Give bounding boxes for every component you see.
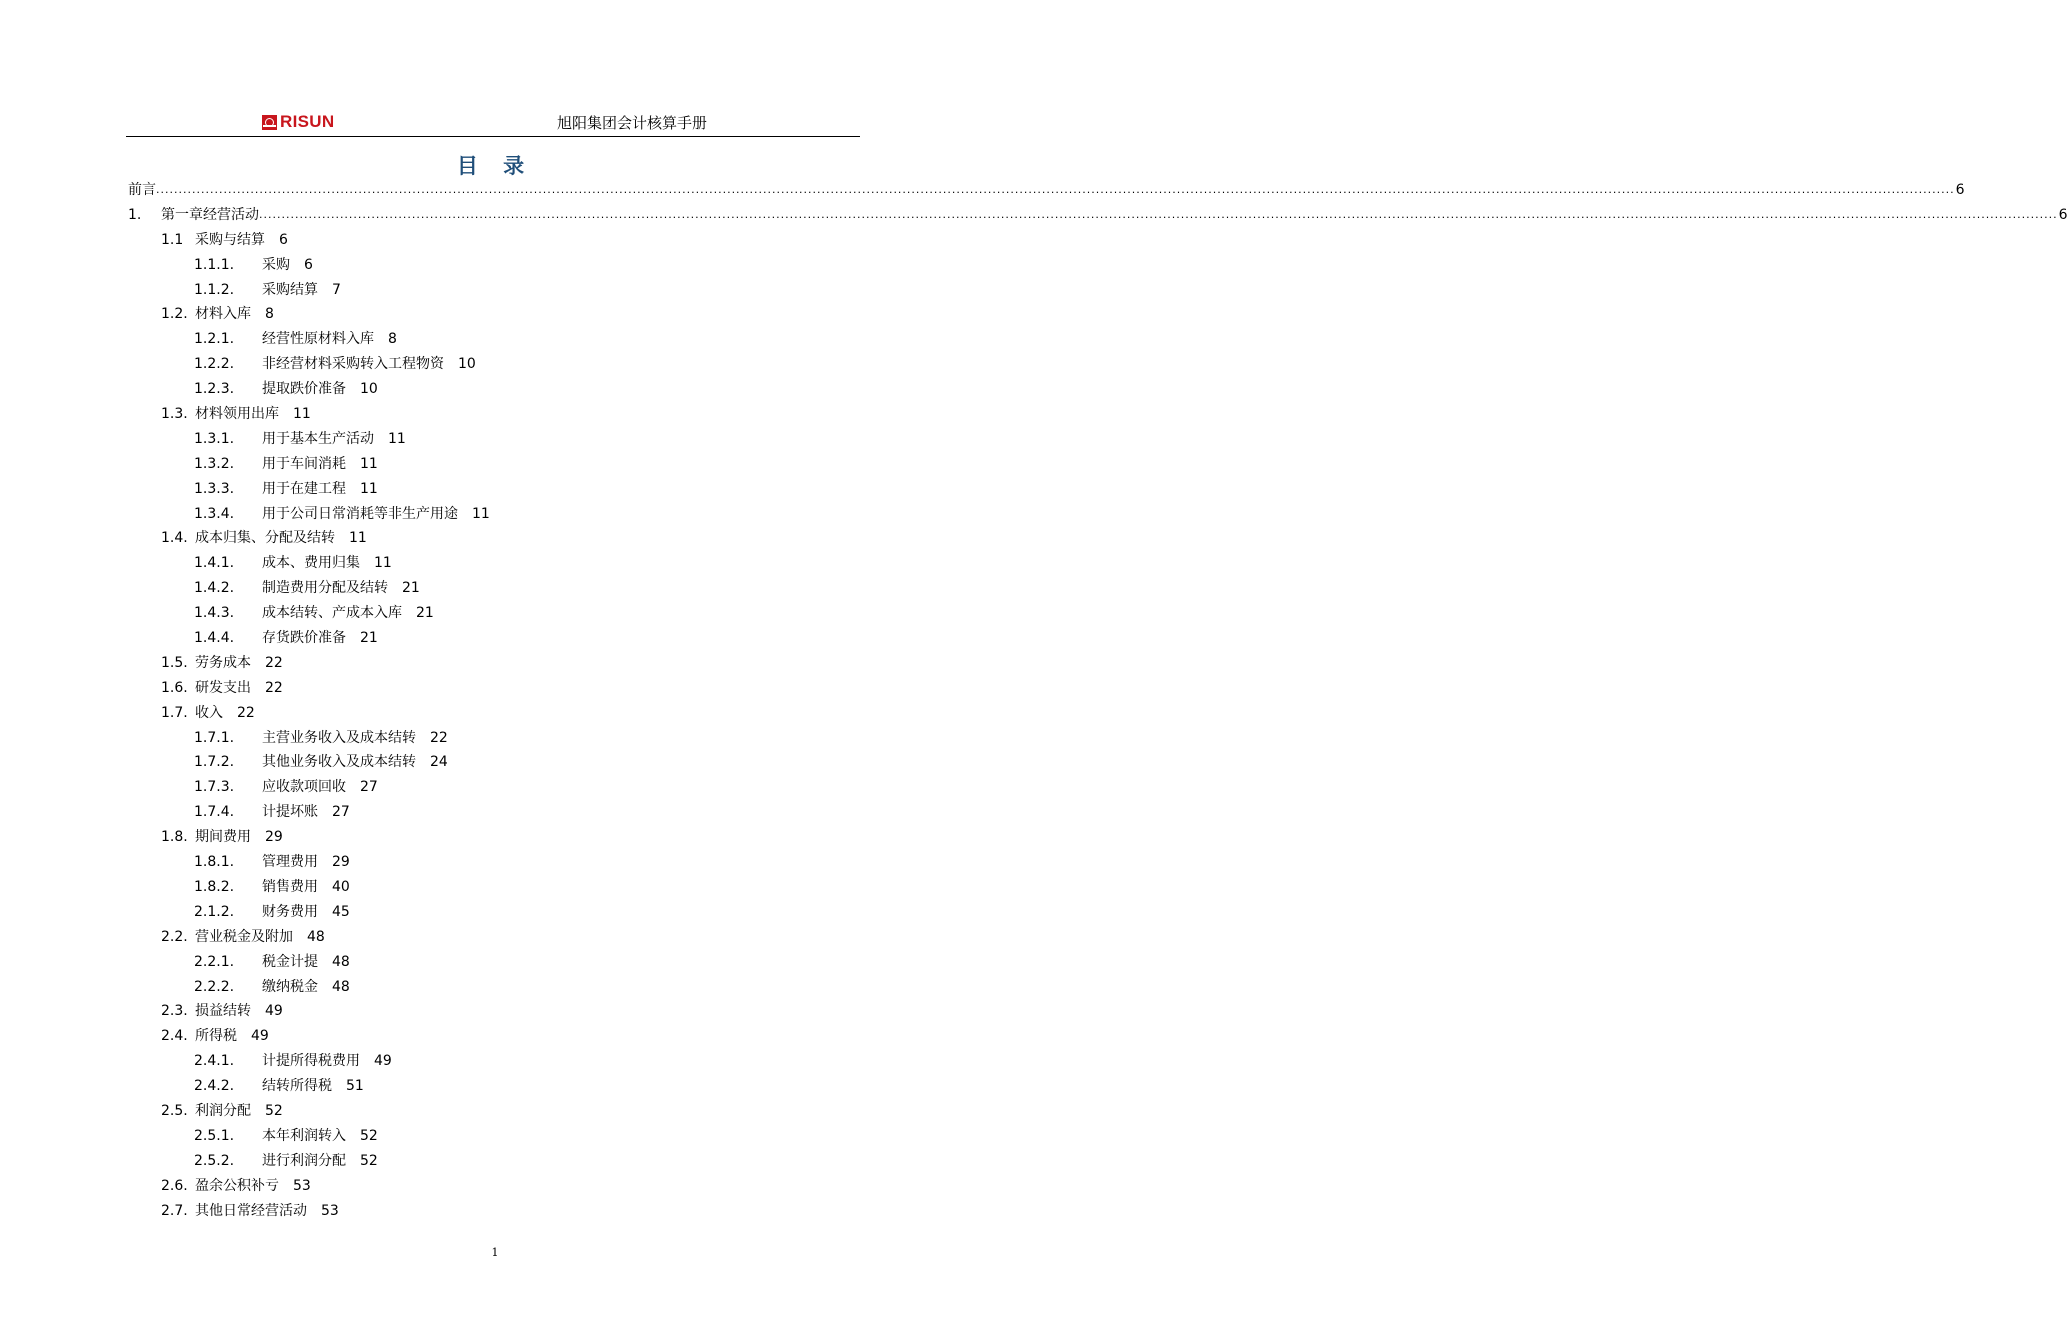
toc-entry-number: 1.2.2. xyxy=(194,356,235,373)
toc-entry-page: 6 xyxy=(304,256,313,273)
toc-entry-number: 1.3.4. xyxy=(194,505,235,522)
toc-entry-label-group xyxy=(128,178,156,203)
toc-entry-page: 48 xyxy=(332,953,350,970)
toc-entry-page: 22 xyxy=(430,729,448,746)
toc-entry[interactable] xyxy=(128,402,858,427)
toc-entry-number: 1.1.1. xyxy=(194,256,235,273)
toc-entry-number: 1.4.1. xyxy=(194,555,235,572)
toc-entry-page: 48 xyxy=(307,928,325,945)
toc-entry[interactable] xyxy=(128,526,858,551)
toc-entry-label: 管理费用 xyxy=(262,854,318,871)
toc-entry-label: 劳务成本 xyxy=(195,654,251,671)
page-header xyxy=(126,108,860,137)
toc-entry-label: 用于公司日常消耗等非生产用途 xyxy=(262,505,458,522)
toc-entry[interactable] xyxy=(128,975,858,1000)
toc-entry-page: 11 xyxy=(360,480,378,497)
toc-entry-number: 1.4.2. xyxy=(194,580,235,597)
toc-entry-number: 2.5.2. xyxy=(194,1152,235,1169)
toc-entry-label: 采购与结算 xyxy=(195,231,265,248)
toc-entry[interactable] xyxy=(128,452,858,477)
toc-entry-page: 27 xyxy=(360,779,378,796)
toc-entry-label: 本年利润转入 xyxy=(262,1127,346,1144)
toc-entry-label: 应收款项回收 xyxy=(262,779,346,796)
toc-entry-number: 1.7.2. xyxy=(194,754,235,771)
toc-entry[interactable] xyxy=(128,203,2068,228)
toc-entry-number: 1.8.2. xyxy=(194,878,235,895)
toc-entry-label: 所得税 xyxy=(195,1028,237,1045)
toc-entry[interactable] xyxy=(128,726,858,751)
toc-entry-page: 45 xyxy=(332,903,350,920)
toc-entry-number: 1.7.3. xyxy=(194,779,235,796)
toc-entry-number: 1.3.1. xyxy=(194,430,235,447)
toc-entry-page: 11 xyxy=(349,530,367,547)
toc-entry-number: 2.7. xyxy=(161,1202,188,1219)
toc-entry-number: 1.7.1. xyxy=(194,729,235,746)
toc-entry-number: 1.8. xyxy=(161,829,188,846)
toc-entry-page: 6 xyxy=(2058,206,2068,223)
toc-entry-number: 1.8.1. xyxy=(194,854,235,871)
toc-entry-page: 10 xyxy=(458,356,476,373)
toc-entry[interactable] xyxy=(128,477,858,502)
toc-leader-dots: ................................................................................................................................................................................................................................................................................................................................................................................................................ xyxy=(259,207,2058,221)
toc-entry-page: 51 xyxy=(346,1078,364,1095)
toc-entry[interactable] xyxy=(128,1074,858,1099)
toc-entry-label: 经营性原材料入库 xyxy=(262,331,374,348)
toc-entry-page: 49 xyxy=(374,1053,392,1070)
toc-entry-number: 1.5. xyxy=(161,654,188,671)
header-title: 旭阳集团会计核算手册 xyxy=(557,114,708,132)
toc-entry-number: 1.1.2. xyxy=(194,281,235,298)
toc-entry-label: 成本结转、产成本入库 xyxy=(262,605,402,622)
toc-entry-number: 2.2.2. xyxy=(194,978,235,995)
toc-entry-label: 财务费用 xyxy=(262,903,318,920)
toc-entry-page: 53 xyxy=(321,1202,339,1219)
toc-entry[interactable] xyxy=(128,352,858,377)
table-of-contents xyxy=(128,178,2068,1223)
toc-entry-page: 11 xyxy=(388,430,406,447)
toc-entry-page: 49 xyxy=(251,1028,269,1045)
toc-entry-label: 第一章经营活动 xyxy=(161,206,259,223)
logo-text: RISUN xyxy=(280,112,335,131)
toc-entry-page: 22 xyxy=(265,679,283,696)
toc-entry[interactable] xyxy=(128,900,858,925)
toc-entry-number: 1.2.1. xyxy=(194,331,235,348)
page-number: 1 xyxy=(491,1246,499,1259)
toc-entry-number: 1.2. xyxy=(161,306,188,323)
toc-entry-page: 11 xyxy=(472,505,490,522)
toc-entry[interactable] xyxy=(128,925,858,950)
toc-entry-number: 1.7. xyxy=(161,704,188,721)
toc-entry-number: 1.2.3. xyxy=(194,381,235,398)
toc-entry[interactable] xyxy=(128,850,858,875)
toc-title: 目 录 xyxy=(456,154,534,178)
toc-entry-page: 52 xyxy=(265,1102,283,1119)
toc-entry-number: 2.3. xyxy=(161,1003,188,1020)
toc-entry-label: 盈余公积补亏 xyxy=(195,1177,279,1194)
toc-entry-label: 采购 xyxy=(262,256,290,273)
risun-logo-icon xyxy=(262,115,277,130)
toc-entry-label: 材料入库 xyxy=(195,306,251,323)
toc-entry-page: 29 xyxy=(332,854,350,871)
toc-entry-label: 前言 xyxy=(128,182,156,198)
toc-entry-label: 存货跌价准备 xyxy=(262,630,346,647)
toc-entry[interactable] xyxy=(128,1199,858,1224)
toc-entry-label: 用于在建工程 xyxy=(262,480,346,497)
toc-entry-page: 40 xyxy=(332,878,350,895)
toc-entry[interactable] xyxy=(128,502,858,527)
toc-entry-number: 2.6. xyxy=(161,1177,188,1194)
toc-entry-page: 7 xyxy=(332,281,341,298)
toc-entry-page: 21 xyxy=(360,630,378,647)
toc-entry-page: 49 xyxy=(265,1003,283,1020)
toc-entry-page: 10 xyxy=(360,381,378,398)
toc-entry-number: 2.1.2. xyxy=(194,903,235,920)
toc-entry[interactable] xyxy=(128,775,858,800)
toc-entry-number: 1.6. xyxy=(161,679,188,696)
toc-entry-label: 营业税金及附加 xyxy=(195,928,293,945)
toc-entry[interactable] xyxy=(128,950,858,975)
toc-entry-page: 8 xyxy=(265,306,274,323)
toc-entry-number: 1.4. xyxy=(161,530,188,547)
toc-entry-label: 采购结算 xyxy=(262,281,318,298)
toc-entry-page: 6 xyxy=(1955,182,1965,198)
toc-entry[interactable] xyxy=(128,1149,858,1174)
toc-entry[interactable] xyxy=(128,651,858,676)
toc-entry[interactable] xyxy=(128,676,858,701)
toc-entry-page: 11 xyxy=(293,406,311,423)
toc-entry-label: 税金计提 xyxy=(262,953,318,970)
toc-entry-number: 1. xyxy=(128,206,142,223)
toc-entry-number: 1.3. xyxy=(161,406,188,423)
toc-entry-page: 21 xyxy=(416,605,434,622)
toc-entry-number: 2.4. xyxy=(161,1028,188,1045)
toc-entry-number: 2.2.1. xyxy=(194,953,235,970)
risun-logo xyxy=(262,112,334,132)
toc-entry-label: 用于基本生产活动 xyxy=(262,430,374,447)
toc-entry-label: 研发支出 xyxy=(195,679,251,696)
toc-entry[interactable] xyxy=(128,1099,858,1124)
toc-entry-number: 1.3.2. xyxy=(194,455,235,472)
toc-entry[interactable] xyxy=(128,377,858,402)
toc-entry-page: 53 xyxy=(293,1177,311,1194)
toc-entry-label: 计提坏账 xyxy=(262,804,318,821)
toc-entry-label: 利润分配 xyxy=(195,1102,251,1119)
toc-entry-page: 11 xyxy=(360,455,378,472)
toc-entry[interactable] xyxy=(128,427,858,452)
toc-entry-page: 11 xyxy=(374,555,392,572)
toc-entry-label: 结转所得税 xyxy=(262,1078,332,1095)
toc-entry-label: 进行利润分配 xyxy=(262,1152,346,1169)
toc-entry-label: 其他业务收入及成本结转 xyxy=(262,754,416,771)
toc-entry[interactable] xyxy=(128,601,858,626)
toc-entry-label: 成本、费用归集 xyxy=(262,555,360,572)
toc-entry[interactable] xyxy=(128,576,858,601)
toc-entry-label: 材料领用出库 xyxy=(195,406,279,423)
toc-entry-number: 1.4.3. xyxy=(194,605,235,622)
toc-entry-page: 52 xyxy=(360,1152,378,1169)
toc-entry-label: 用于车间消耗 xyxy=(262,455,346,472)
toc-entry-page: 21 xyxy=(402,580,420,597)
toc-leader-dots: ................................................................................................................................................................................................................................................................................................................................................................................................................ xyxy=(156,183,1955,196)
toc-entry[interactable] xyxy=(128,825,858,850)
toc-entry-label: 收入 xyxy=(195,704,223,721)
toc-entry-label: 损益结转 xyxy=(195,1003,251,1020)
toc-entry[interactable] xyxy=(128,1024,858,1049)
toc-entry-page: 27 xyxy=(332,804,350,821)
toc-entry-number: 2.5. xyxy=(161,1102,188,1119)
toc-entry-number: 2.4.1. xyxy=(194,1053,235,1070)
toc-entry[interactable] xyxy=(128,327,858,352)
toc-entry-number: 1.4.4. xyxy=(194,630,235,647)
toc-entry-page: 24 xyxy=(430,754,448,771)
toc-entry-number: 2.5.1. xyxy=(194,1127,235,1144)
toc-entry-number: 1.7.4. xyxy=(194,804,235,821)
toc-entry[interactable] xyxy=(128,999,858,1024)
toc-entry-number: 1.3.3. xyxy=(194,480,235,497)
toc-entry-label-group xyxy=(128,203,259,228)
toc-entry[interactable] xyxy=(128,800,858,825)
toc-entry[interactable] xyxy=(128,178,1965,203)
toc-entry-page: 29 xyxy=(265,829,283,846)
toc-entry-number: 2.2. xyxy=(161,928,188,945)
toc-entry[interactable] xyxy=(128,1124,858,1149)
toc-entry[interactable] xyxy=(128,302,858,327)
toc-entry[interactable] xyxy=(128,875,858,900)
toc-entry-page: 22 xyxy=(265,654,283,671)
toc-entry-page: 52 xyxy=(360,1127,378,1144)
toc-entry[interactable] xyxy=(128,278,858,303)
toc-entry[interactable] xyxy=(128,1174,858,1199)
toc-entry[interactable] xyxy=(128,626,858,651)
toc-entry-label: 计提所得税费用 xyxy=(262,1053,360,1070)
toc-entry-label: 其他日常经营活动 xyxy=(195,1202,307,1219)
toc-entry[interactable] xyxy=(128,551,858,576)
toc-entry[interactable] xyxy=(128,701,858,726)
toc-entry-label: 主营业务收入及成本结转 xyxy=(262,729,416,746)
toc-entry-number: 2.4.2. xyxy=(194,1078,235,1095)
toc-entry-label: 缴纳税金 xyxy=(262,978,318,995)
toc-entry[interactable] xyxy=(128,1049,858,1074)
toc-entry-label: 期间费用 xyxy=(195,829,251,846)
toc-entry-page: 6 xyxy=(279,231,288,248)
toc-entry[interactable] xyxy=(128,253,858,278)
toc-entry-page: 22 xyxy=(237,704,255,721)
toc-entry[interactable] xyxy=(128,228,858,253)
toc-entry-label: 制造费用分配及结转 xyxy=(262,580,388,597)
toc-entry-label: 提取跌价准备 xyxy=(262,381,346,398)
toc-entry[interactable] xyxy=(128,750,858,775)
toc-entry-page: 48 xyxy=(332,978,350,995)
toc-entry-label: 非经营材料采购转入工程物资 xyxy=(262,356,444,373)
toc-entry-number: 1.1 xyxy=(161,231,184,248)
toc-entry-page: 8 xyxy=(388,331,397,348)
toc-entry-label: 销售费用 xyxy=(262,878,318,895)
toc-entry-label: 成本归集、分配及结转 xyxy=(195,530,335,547)
